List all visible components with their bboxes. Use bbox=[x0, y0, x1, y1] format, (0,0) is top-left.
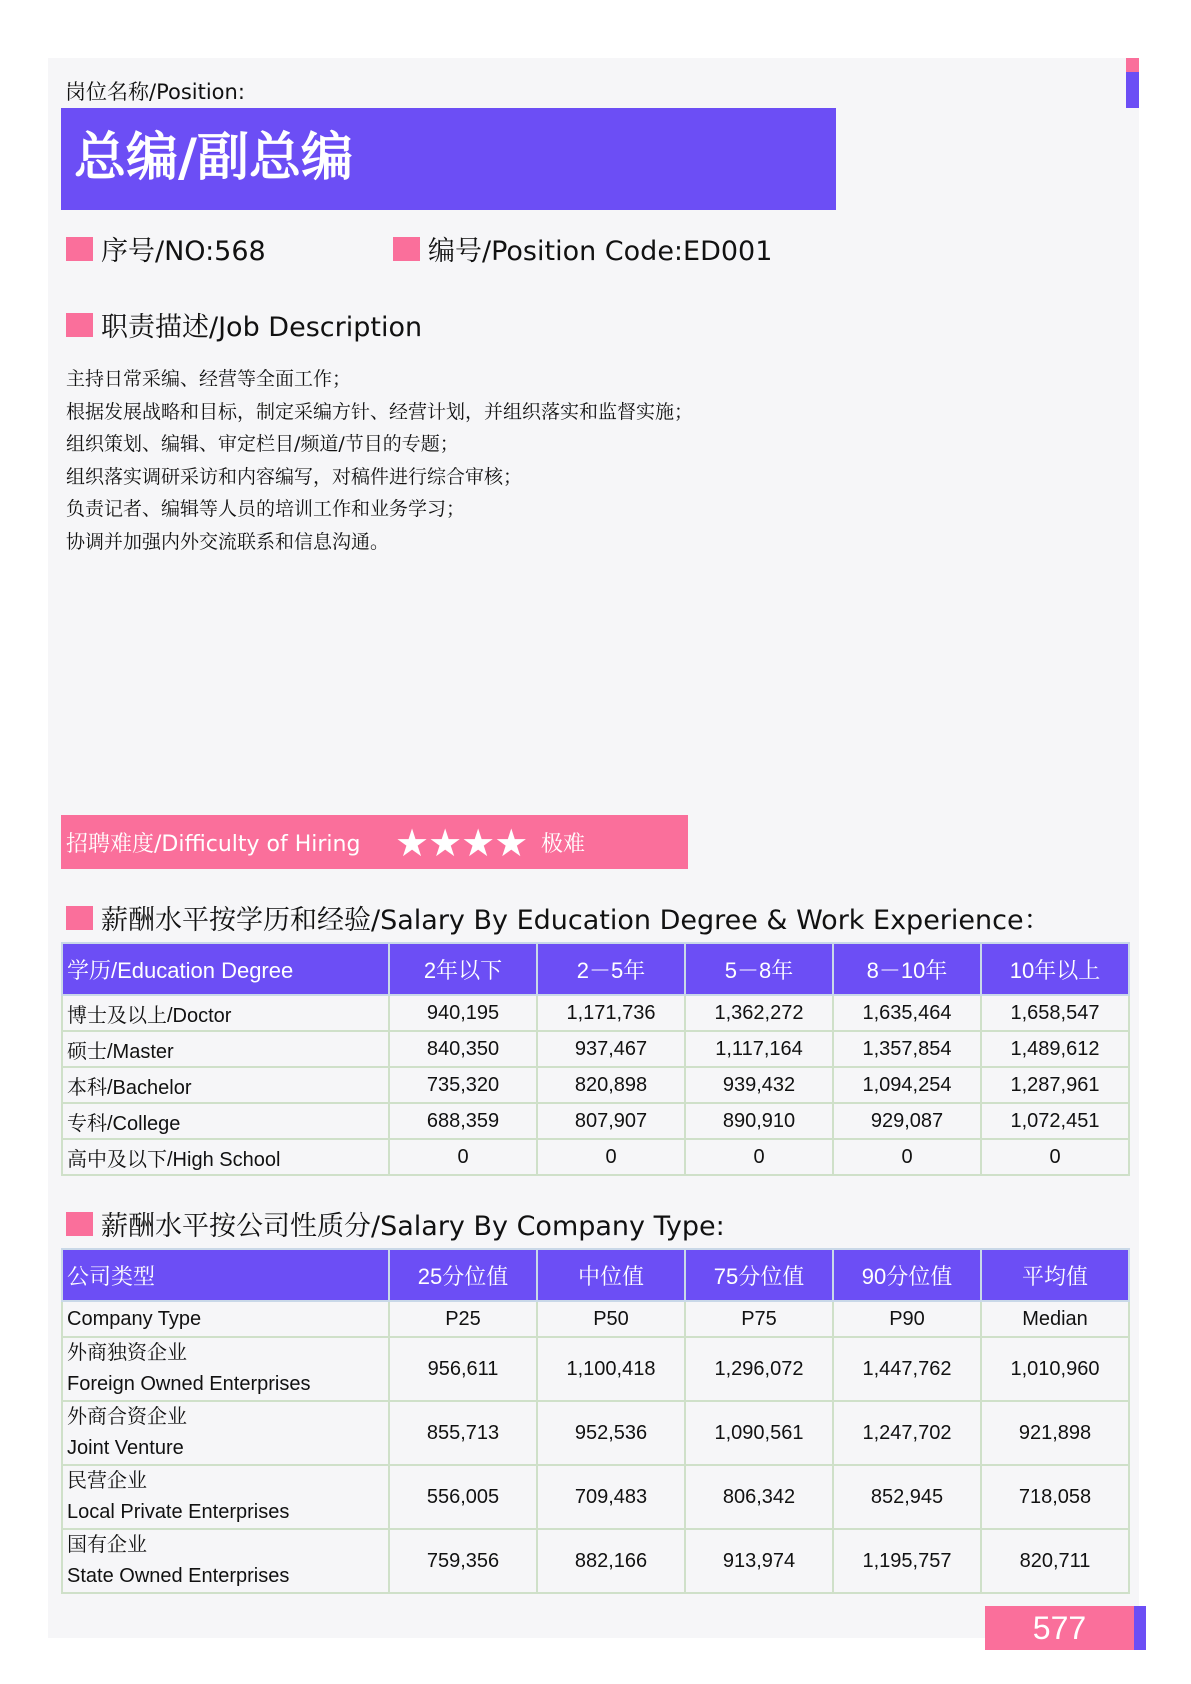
table-cell: 1,489,612 bbox=[981, 1031, 1129, 1067]
row-label-en: Local Private Enterprises bbox=[67, 1501, 290, 1523]
description-line: 根据发展战略和目标，制定采编方针、经营计划，并组织落实和监督实施； bbox=[66, 400, 694, 423]
table-cell: 1,100,418 bbox=[537, 1337, 685, 1401]
table-cell: 735,320 bbox=[389, 1067, 537, 1103]
table-cell: 940,195 bbox=[389, 995, 537, 1031]
table-cell: 688,359 bbox=[389, 1103, 537, 1139]
row-label: 专科/College bbox=[62, 1103, 389, 1139]
row-label-en: Joint Venture bbox=[67, 1437, 184, 1459]
table-row bbox=[62, 1103, 1129, 1139]
company-salary-table bbox=[61, 1248, 1130, 1594]
table-row bbox=[62, 1529, 1129, 1593]
table-cell: 718,058 bbox=[981, 1465, 1129, 1529]
column-header: 75分位值 bbox=[685, 1249, 833, 1301]
table-cell: 855,713 bbox=[389, 1401, 537, 1465]
description-line: 组织策划、编辑、审定栏目/频道/节目的专题； bbox=[66, 433, 459, 456]
column-header: 2－5年 bbox=[537, 943, 685, 995]
table-cell: 709,483 bbox=[537, 1465, 685, 1529]
subheader-cell: Median bbox=[981, 1301, 1129, 1337]
table-cell: 1,094,254 bbox=[833, 1067, 981, 1103]
column-header: 90分位值 bbox=[833, 1249, 981, 1301]
difficulty-label: 招聘难度/Difficulty of Hiring bbox=[66, 832, 361, 857]
row-label-cn: 外商独资企业 bbox=[67, 1342, 187, 1364]
table-cell: 956,611 bbox=[389, 1337, 537, 1401]
column-header: 5－8年 bbox=[685, 943, 833, 995]
bullet-square-icon bbox=[66, 906, 93, 930]
row-label-cn: 外商合资企业 bbox=[67, 1406, 187, 1428]
corner-accent-purple bbox=[1126, 72, 1139, 108]
table-cell: 937,467 bbox=[537, 1031, 685, 1067]
row-label-cn: 国有企业 bbox=[67, 1534, 147, 1556]
corner-accent-pink bbox=[1126, 58, 1139, 72]
page-title: 总编/副总编 bbox=[74, 128, 353, 188]
table-cell: 0 bbox=[981, 1139, 1129, 1175]
column-header: 8－10年 bbox=[833, 943, 981, 995]
table-cell: 1,247,702 bbox=[833, 1401, 981, 1465]
description-line: 负责记者、编辑等人员的培训工作和业务学习； bbox=[66, 498, 466, 521]
table-cell: 1,171,736 bbox=[537, 995, 685, 1031]
table-cell: 1,447,762 bbox=[833, 1337, 981, 1401]
star-rating-icon: ★★★★ bbox=[395, 821, 528, 865]
table-cell: 1,287,961 bbox=[981, 1067, 1129, 1103]
table-cell: 556,005 bbox=[389, 1465, 537, 1529]
column-header: 学历/Education Degree bbox=[62, 943, 389, 995]
table-cell: 1,072,451 bbox=[981, 1103, 1129, 1139]
description-line: 组织落实调研采访和内容编写，对稿件进行综合审核； bbox=[66, 465, 523, 488]
table-cell: 921,898 bbox=[981, 1401, 1129, 1465]
table-row bbox=[62, 995, 1129, 1031]
subheader-cell: Company Type bbox=[62, 1301, 389, 1337]
column-header: 公司类型 bbox=[62, 1249, 389, 1301]
table-cell: 1,635,464 bbox=[833, 995, 981, 1031]
row-label-cn: 民营企业 bbox=[67, 1470, 147, 1492]
job-description-heading: 职责描述/Job Description bbox=[66, 305, 422, 344]
education-table-heading: 薪酬水平按学历和经验/Salary By Education Degree & Work Experience： bbox=[66, 898, 1051, 937]
table-header-row bbox=[62, 1249, 1129, 1301]
table-cell: 1,296,072 bbox=[685, 1337, 833, 1401]
row-label-en: Foreign Owned Enterprises bbox=[67, 1373, 311, 1395]
page-number: 577 bbox=[985, 1606, 1134, 1650]
company-table-heading: 薪酬水平按公司性质分/Salary By Company Type: bbox=[66, 1204, 725, 1243]
row-label: 高中及以下/High School bbox=[62, 1139, 389, 1175]
bullet-square-icon bbox=[393, 237, 420, 261]
column-header: 2年以下 bbox=[389, 943, 537, 995]
column-header: 25分位值 bbox=[389, 1249, 537, 1301]
table-row bbox=[62, 1465, 1129, 1529]
table-cell: 1,357,854 bbox=[833, 1031, 981, 1067]
table-cell: 759,356 bbox=[389, 1529, 537, 1593]
table-cell: 852,945 bbox=[833, 1465, 981, 1529]
bullet-square-icon bbox=[66, 1212, 93, 1236]
table-cell: 0 bbox=[537, 1139, 685, 1175]
table-cell: 820,898 bbox=[537, 1067, 685, 1103]
table-subheader-row bbox=[62, 1301, 1129, 1337]
subheader-cell: P50 bbox=[537, 1301, 685, 1337]
job-description-text bbox=[66, 363, 693, 559]
serial-number: 序号/NO:568 bbox=[66, 229, 266, 268]
table-header-row bbox=[62, 943, 1129, 995]
table-cell: 807,907 bbox=[537, 1103, 685, 1139]
table-cell: 939,432 bbox=[685, 1067, 833, 1103]
table-cell: 840,350 bbox=[389, 1031, 537, 1067]
row-label: 博士及以上/Doctor bbox=[62, 995, 389, 1031]
table-cell: 1,658,547 bbox=[981, 995, 1129, 1031]
row-label-en: State Owned Enterprises bbox=[67, 1565, 290, 1587]
table-cell: 0 bbox=[685, 1139, 833, 1175]
table-row bbox=[62, 1139, 1129, 1175]
bullet-square-icon bbox=[66, 237, 93, 261]
row-label bbox=[62, 1337, 389, 1401]
column-header: 平均值 bbox=[981, 1249, 1129, 1301]
table-cell: 1,195,757 bbox=[833, 1529, 981, 1593]
description-line: 协调并加强内外交流联系和信息沟通。 bbox=[66, 530, 390, 553]
column-header: 10年以上 bbox=[981, 943, 1129, 995]
table-row bbox=[62, 1067, 1129, 1103]
table-cell: 0 bbox=[833, 1139, 981, 1175]
education-salary-table bbox=[61, 942, 1130, 1176]
table-cell: 913,974 bbox=[685, 1529, 833, 1593]
table-cell: 1,117,164 bbox=[685, 1031, 833, 1067]
page-number-accent bbox=[1134, 1606, 1146, 1650]
description-line: 主持日常采编、经营等全面工作； bbox=[66, 368, 352, 390]
subheader-cell: P25 bbox=[389, 1301, 537, 1337]
row-label bbox=[62, 1529, 389, 1593]
table-cell: 1,362,272 bbox=[685, 995, 833, 1031]
table-row bbox=[62, 1401, 1129, 1465]
table-cell: 820,711 bbox=[981, 1529, 1129, 1593]
table-row bbox=[62, 1337, 1129, 1401]
position-label: 岗位名称/Position: bbox=[65, 80, 245, 104]
column-header: 中位值 bbox=[537, 1249, 685, 1301]
table-cell: 1,010,960 bbox=[981, 1337, 1129, 1401]
subheader-cell: P75 bbox=[685, 1301, 833, 1337]
table-cell: 1,090,561 bbox=[685, 1401, 833, 1465]
table-cell: 882,166 bbox=[537, 1529, 685, 1593]
table-cell: 952,536 bbox=[537, 1401, 685, 1465]
table-cell: 806,342 bbox=[685, 1465, 833, 1529]
table-cell: 890,910 bbox=[685, 1103, 833, 1139]
title-bar bbox=[61, 108, 836, 210]
subheader-cell: P90 bbox=[833, 1301, 981, 1337]
bullet-square-icon bbox=[66, 313, 93, 337]
difficulty-level: 极难 bbox=[541, 832, 586, 857]
table-cell: 0 bbox=[389, 1139, 537, 1175]
table-row bbox=[62, 1031, 1129, 1067]
row-label bbox=[62, 1401, 389, 1465]
row-label bbox=[62, 1465, 389, 1529]
row-label: 本科/Bachelor bbox=[62, 1067, 389, 1103]
row-label: 硕士/Master bbox=[62, 1031, 389, 1067]
table-cell: 929,087 bbox=[833, 1103, 981, 1139]
position-code: 编号/Position Code:ED001 bbox=[393, 229, 772, 268]
difficulty-bar bbox=[61, 815, 688, 869]
